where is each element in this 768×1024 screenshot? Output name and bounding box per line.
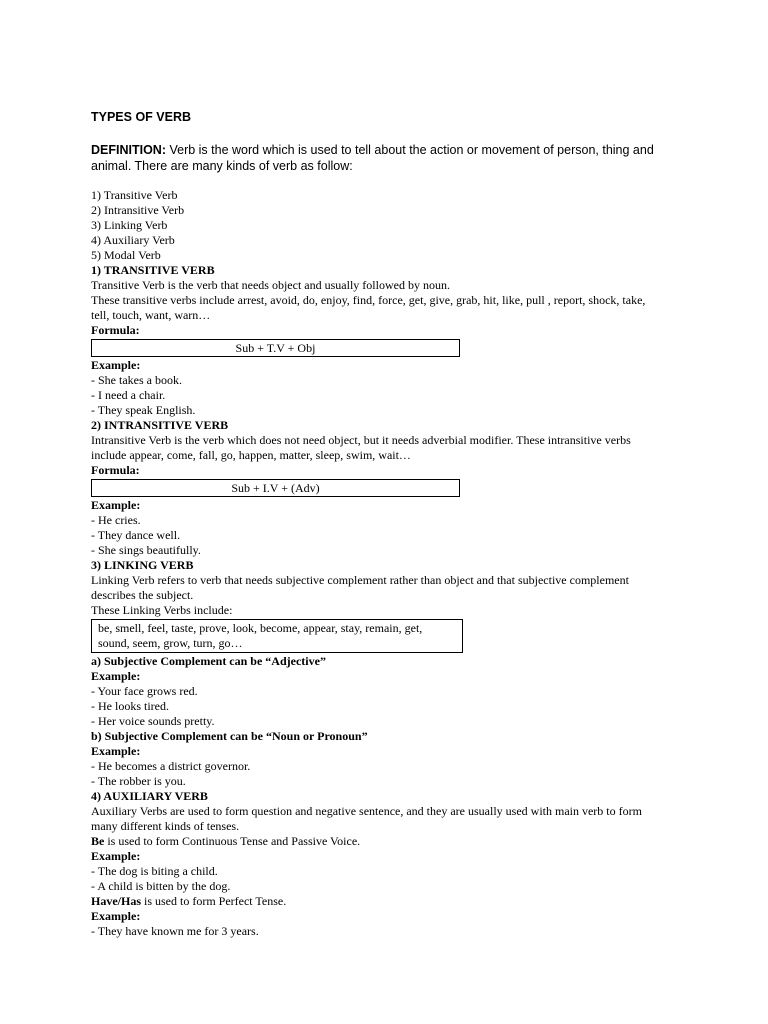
- auxiliary-have-line: [91, 894, 691, 909]
- document-title: TYPES OF VERB: [91, 110, 192, 124]
- linking-definition-line: describes the subject.: [91, 588, 194, 602]
- example-label: Example:: [91, 669, 141, 683]
- linking-verbs-line: sound, seem, grow, turn, go…: [98, 636, 243, 650]
- example-item: - She takes a book.: [91, 373, 182, 387]
- intransitive-definition-line: include appear, come, fall, go, happen, matter, sleep, swim, wait…: [91, 448, 411, 462]
- subsection-heading: b) Subjective Complement can be “Noun or Pronoun”: [91, 729, 368, 743]
- verb-kind-item: 1) Transitive Verb: [91, 188, 178, 202]
- linking-verbs-line: be, smell, feel, taste, prove, look, become, appear, stay, remain, get,: [98, 621, 423, 635]
- transitive-definition: Transitive Verb is the verb that needs object and usually followed by noun.: [91, 278, 450, 292]
- verb-kind-item: 5) Modal Verb: [91, 248, 161, 262]
- example-item: - They speak English.: [91, 403, 196, 417]
- example-item: - I need a chair.: [91, 388, 166, 402]
- definition-paragraph: [91, 142, 681, 174]
- example-label: Example:: [91, 744, 141, 758]
- linking-list-intro: These Linking Verbs include:: [91, 603, 233, 617]
- formula-box-intransitive: Sub + I.V + (Adv): [91, 479, 460, 497]
- example-item: - She sings beautifully.: [91, 543, 201, 557]
- example-label: Example:: [91, 358, 141, 372]
- document-body: [91, 188, 691, 939]
- example-item: - The robber is you.: [91, 774, 186, 788]
- example-label: Example:: [91, 498, 141, 512]
- linking-verbs-box: [91, 619, 463, 653]
- example-item: - Your face grows red.: [91, 684, 198, 698]
- section-heading-transitive: 1) TRANSITIVE VERB: [91, 263, 215, 277]
- formula-label: Formula:: [91, 463, 140, 477]
- auxiliary-definition-line: many different kinds of tenses.: [91, 819, 240, 833]
- example-item: - They have known me for 3 years.: [91, 924, 259, 938]
- example-item: - He becomes a district governor.: [91, 759, 251, 773]
- auxiliary-be-line: [91, 834, 691, 849]
- subsection-heading: a) Subjective Complement can be “Adjective”: [91, 654, 326, 668]
- section-heading-auxiliary: 4) AUXILIARY VERB: [91, 789, 208, 803]
- auxiliary-be-term: Be: [91, 834, 105, 848]
- intransitive-definition-line: Intransitive Verb is the verb which does not need object, but it needs adverbial modifier. These intransitive verbs: [91, 433, 631, 447]
- example-label: Example:: [91, 909, 141, 923]
- section-heading-linking: 3) LINKING VERB: [91, 558, 194, 572]
- verb-kind-item: 4) Auxiliary Verb: [91, 233, 175, 247]
- verb-kind-item: 2) Intransitive Verb: [91, 203, 185, 217]
- definition-label: DEFINITION:: [91, 143, 166, 157]
- transitive-list-line: tell, touch, want, warn…: [91, 308, 211, 322]
- formula-box-transitive: Sub + T.V + Obj: [91, 339, 460, 357]
- example-item: - They dance well.: [91, 528, 181, 542]
- auxiliary-have-term: Have/Has: [91, 894, 141, 908]
- linking-definition-line: Linking Verb refers to verb that needs subjective complement rather than object and that subjective complement: [91, 573, 629, 587]
- example-item: - He looks tired.: [91, 699, 169, 713]
- section-heading-intransitive: 2) INTRANSITIVE VERB: [91, 418, 229, 432]
- example-item: - Her voice sounds pretty.: [91, 714, 215, 728]
- formula-label: Formula:: [91, 323, 140, 337]
- example-label: Example:: [91, 849, 141, 863]
- auxiliary-have-text: is used to form Perfect Tense.: [141, 894, 287, 908]
- auxiliary-be-text: is used to form Continuous Tense and Passive Voice.: [104, 834, 361, 848]
- example-item: - He cries.: [91, 513, 141, 527]
- example-item: - The dog is biting a child.: [91, 864, 218, 878]
- verb-kind-item: 3) Linking Verb: [91, 218, 168, 232]
- example-item: - A child is bitten by the dog.: [91, 879, 231, 893]
- auxiliary-definition-line: Auxiliary Verbs are used to form question and negative sentence, and they are usually used with main verb to form: [91, 804, 642, 818]
- definition-text: Verb is the word which is used to tell about the action or movement of person, thing and animal. There are many kinds of verb as follow:: [91, 143, 654, 173]
- transitive-list-line: These transitive verbs include arrest, avoid, do, enjoy, find, force, get, give, grab, hit, like, pull , report, shock, take,: [91, 293, 646, 307]
